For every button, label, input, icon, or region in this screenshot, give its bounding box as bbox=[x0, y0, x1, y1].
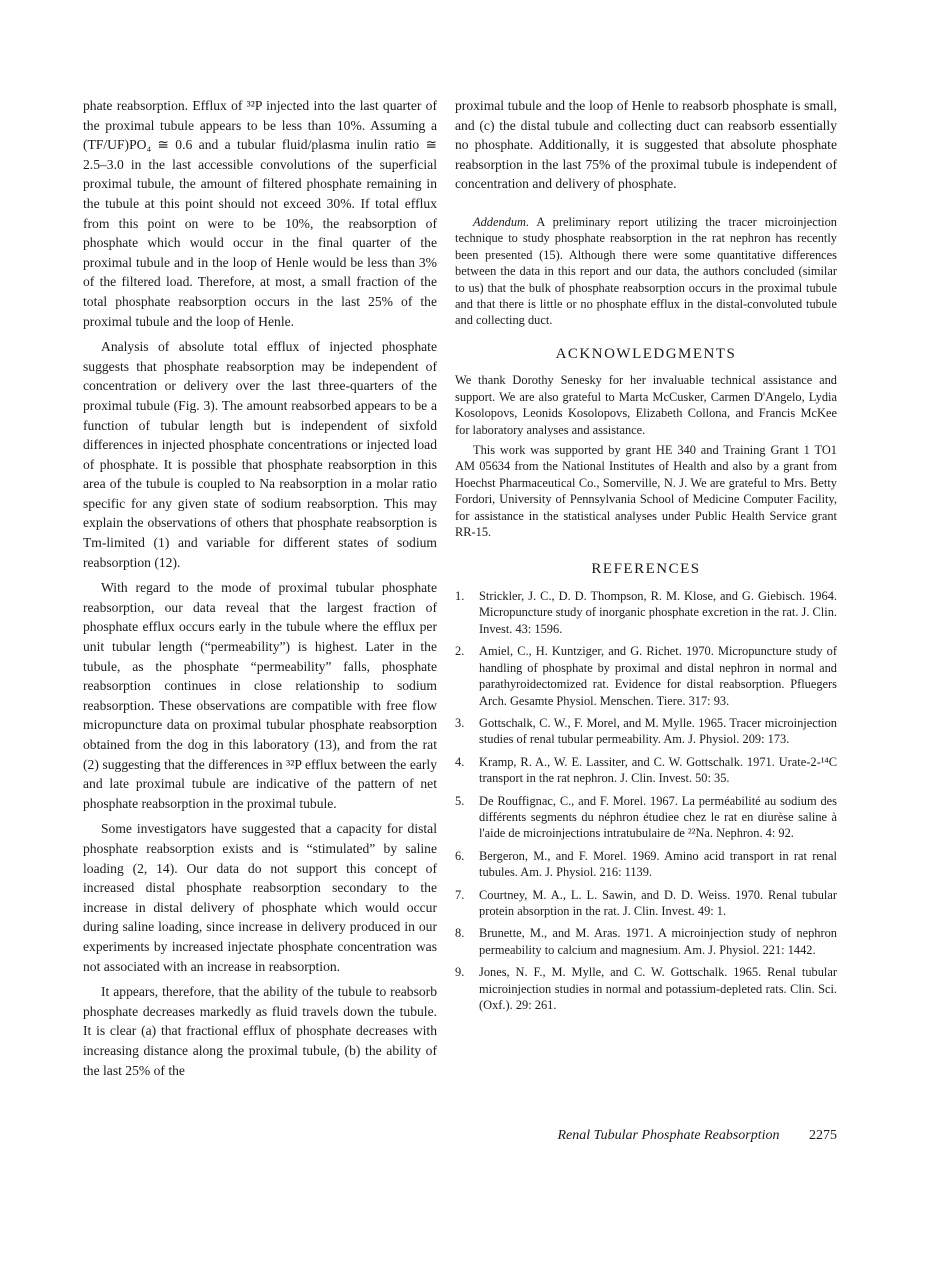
reference-number: 6. bbox=[455, 848, 465, 863]
acknowledgments-paragraph: This work was supported by grant HE 340 and Training Grant 1 TO1 AM 05634 from the National Institutes of Health and also by a grant from Hoechst Pharmaceutical Co., Somerville, N. J. We are grateful to Mrs. Betty Fordori, University of Pennsylvania School of Medicine Computer Facility, for assistance in the statistical analyses under Public Health Service grant RR-15. bbox=[455, 443, 837, 540]
reference-number: 8. bbox=[455, 926, 465, 941]
reference-number: 3. bbox=[455, 715, 465, 730]
reference-list bbox=[455, 588, 837, 1013]
references-heading: REFERENCES bbox=[591, 561, 701, 578]
reference-text: Gottschalk, C. W., F. Morel, and M. Mylle. 1965. Tracer microinjection studies of renal tubular permeability. Am. J. Physiol. 209: 173. bbox=[479, 715, 837, 747]
reference-item bbox=[455, 715, 837, 748]
reference-item bbox=[455, 964, 837, 1013]
right-column bbox=[455, 96, 837, 1019]
reference-item bbox=[455, 754, 837, 787]
body-paragraph: phate reabsorption. Efflux of ³²P injected into the last quarter of the proximal tubule appears to be less than 10%. Assuming a (TF/UF)PO₄ ≅ 0.6 and a tubular fluid/plasma inulin ratio ≅ 2.5–3.0 in the last accessible convolutions of the superficial proximal tubule, the amount of filtered phosphate remaining in the tubule at this point should not exceed 30%. If total efflux from this point on were to be 10%, the reabsorption of phosphate which would occur in the final quarter of the proximal tubule and in the loop of Henle would be less than 3% of the filtered load. Therefore, at most, a small fraction of the total phosphate reabsorption occurs in the last 25% of the proximal tubule and the loop of Henle. bbox=[83, 98, 437, 329]
acknowledgments-heading: ACKNOWLEDGMENTS bbox=[555, 345, 737, 362]
addendum bbox=[455, 214, 837, 329]
addendum-text: A preliminary report utilizing the tracer microinjection technique to study phosphate reabsorption in the rat nephron has recently been presented (15). Although there were some quantitative differences between the data in this report and our data, the authors concluded (similar to us) that the bulk of phosphate reabsorption occurs in the proximal tubule and that there is little or no phosphate efflux in the distal-convoluted tubule and collecting duct. bbox=[455, 214, 837, 328]
reference-item bbox=[455, 925, 837, 958]
reference-item bbox=[455, 848, 837, 881]
reference-item bbox=[455, 643, 837, 709]
body-paragraph: With regard to the mode of proximal tubular phosphate reabsorption, our data reveal that the largest fraction of phosphate efflux occurs early in the tubule where the efflux per unit tubular length (“permeability”) is highest. Later in the tubule, as the phosphate “permeability” falls, phosphate reabsorption continues in close relationship to sodium reabsorption. These observations are compatible with free flow micropuncture data on proximal tubular phosphate reabsorption obtained from the dog in this laboratory (13), and from the rat (2) suggesting that the differences in ³²P efflux between the early and late proximal tubule are indicative of the pattern of net phosphate reabsorption in the proximal tubule. bbox=[83, 580, 437, 811]
reference-number: 9. bbox=[455, 965, 465, 980]
reference-text: Kramp, R. A., W. E. Lassiter, and C. W. Gottschalk. 1971. Urate-2-¹⁴C transport in the rat nephron. J. Clin. Invest. 50: 35. bbox=[479, 754, 837, 786]
reference-number: 1. bbox=[455, 589, 465, 604]
running-title: Renal Tubular Phosphate Reabsorption bbox=[557, 1128, 780, 1143]
reference-number: 7. bbox=[455, 887, 465, 902]
reference-number: 4. bbox=[455, 754, 465, 769]
reference-item bbox=[455, 793, 837, 842]
reference-number: 2. bbox=[455, 644, 465, 659]
reference-text: Bergeron, M., and F. Morel. 1969. Amino acid transport in rat renal tubules. Am. J. Physiol. 216: 1139. bbox=[479, 848, 837, 880]
reference-number: 5. bbox=[455, 793, 465, 808]
body-paragraph: Analysis of absolute total efflux of injected phosphate suggests that phosphate reabsorption may be independent of concentration or delivery over the last three-quarters of the proximal tubule (Fig. 3). The amount reabsorbed appears to be a function of tubular length but is independent of sixfold differences in injected phosphate concentrations or injected load of phosphate. It is possible that phosphate reabsorption in this area of the tubule is coupled to Na reabsorption in a molar ratio specific for any given state of sodium reabsorption. This may explain the observations of others that phosphate reabsorption is Tm-limited (1) and variable for different states of sodium reabsorption (12). bbox=[83, 339, 437, 570]
reference-item bbox=[455, 588, 837, 637]
reference-text: Amiel, C., H. Kuntziger, and G. Richet. 1970. Micropuncture study of handling of phosphate by proximal and distal nephron in normal and parathyroidectomized rat. Evidence for distal reabsorption. Pfluegers Arch. Gesamte Physiol. Menschen. Tiere. 317: 93. bbox=[479, 644, 837, 708]
page-number: 2275 bbox=[809, 1128, 837, 1143]
page-footer bbox=[455, 1128, 837, 1144]
reference-item bbox=[455, 887, 837, 920]
reference-text: Jones, N. F., M. Mylle, and C. W. Gottschalk. 1965. Renal tubular microinjection studies in normal and potassium-depleted rats. Clin. Sci. (Oxf.). 29: 261. bbox=[479, 965, 837, 1012]
acknowledgments-paragraph: We thank Dorothy Senesky for her invaluable technical assistance and support. We are also grateful to Marta McCusker, Carmen D'Angelo, Lydia Kosolopovs, Leonids Kosolopovs, Elizabeth Collona, and Francis McKee for laboratory analyses and assistance. bbox=[455, 373, 837, 437]
body-paragraph: Some investigators have suggested that a capacity for distal phosphate reabsorption exists and is “stimulated” by saline loading (2, 14). Our data do not support this concept of increased distal phosphate reabsorption secondary to the increase in distal delivery of phosphate which would occur during saline loading, since increase in delivery produced in our experiments by increased injectate phosphate concentration was not associated with an increase in reabsorption. bbox=[83, 821, 437, 974]
reference-text: Strickler, J. C., D. D. Thompson, R. M. Klose, and G. Giebisch. 1964. Micropuncture study of inorganic phosphate excretion in the rat. J. Clin. Invest. 43: 1596. bbox=[479, 589, 837, 636]
body-paragraph: proximal tubule and the loop of Henle to reabsorb phosphate is small, and (c) the distal tubule and collecting duct can reabsorb essentially no phosphate. Additionally, it is suggested that absolute phosphate reabsorption in the last 75% of the proximal tubule is independent of concentration and delivery of phosphate. bbox=[455, 98, 837, 192]
left-column bbox=[83, 96, 437, 1080]
reference-text: Courtney, M. A., L. L. Sawin, and D. D. Weiss. 1970. Renal tubular protein absorption in the rat. J. Clin. Invest. 49: 1. bbox=[479, 887, 837, 918]
acknowledgments-body bbox=[455, 372, 837, 540]
reference-text: De Rouffignac, C., and F. Morel. 1967. La perméabilité au sodium des différents segments du néphron étudiee chez le rat en diurèse saline à l'aide de microinjections intratubulaire de ²²Na. Nephron. 4: 92. bbox=[479, 793, 837, 841]
addendum-label: Addendum. bbox=[473, 214, 530, 229]
body-paragraph: It appears, therefore, that the ability of the tubule to reabsorb phosphate decreases markedly as fluid travels down the tubule. It is clear (a) that fractional efflux of phosphate decreases with increasing distance along the proximal tubule, (b) the ability of the last 25% of the bbox=[83, 984, 437, 1078]
reference-text: Brunette, M., and M. Aras. 1971. A microinjection study of nephron permeability to calcium and magnesium. Am. J. Physiol. 221: 1442. bbox=[479, 926, 837, 957]
